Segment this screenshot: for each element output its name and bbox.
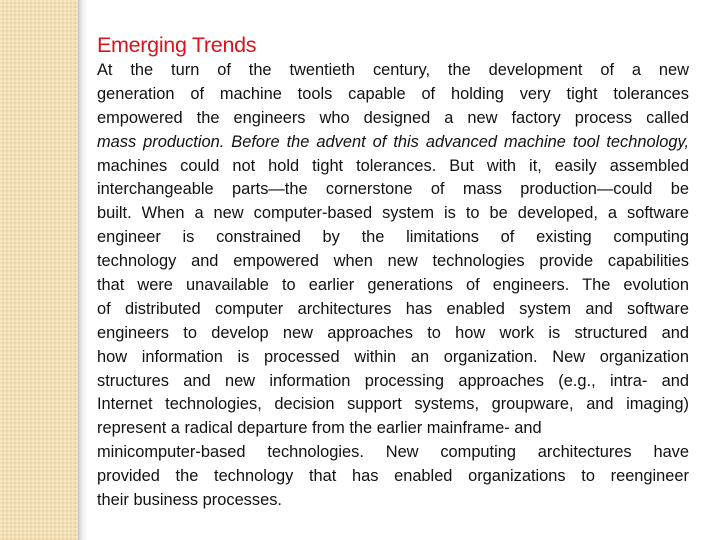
side-strip-shadow <box>78 0 88 540</box>
slide-title: Emerging Trends <box>97 33 257 57</box>
body-line: minicomputer-based technologies. New computing architectures have <box>97 443 689 462</box>
slide-body-paragraph <box>97 59 689 513</box>
body-line: represent a radical departure from the earlier mainframe- and <box>97 419 542 438</box>
body-line: generation of machine tools capable of holding very tight tolerances <box>97 84 689 103</box>
body-line: structures and new information processing approaches (e.g., intra- and <box>97 371 689 390</box>
body-line: built. When a new computer-based system is to be developed, a software <box>97 204 689 223</box>
body-line: empowered the engineers who designed a new factory process called <box>97 108 689 127</box>
body-line: technology and empowered when new technologies provide capabilities <box>97 252 689 271</box>
body-line: that were unavailable to earlier generations of engineers. The evolution <box>97 276 689 295</box>
slide-content <box>97 31 689 513</box>
body-line: Internet technologies, decision support systems, groupware, and imaging) <box>97 395 689 414</box>
body-line: engineers to develop new approaches to how work is structured and <box>97 323 689 342</box>
body-line: how information is processed within an organization. New organization <box>97 347 689 366</box>
body-line: provided the technology that has enabled organizations to reengineer <box>97 467 689 486</box>
body-line: of distributed computer architectures has enabled system and software <box>97 299 689 318</box>
body-line-italic: mass production. Before the advent of this advanced machine tool technology, <box>97 132 689 151</box>
body-line: At the turn of the twentieth century, the development of a new <box>97 61 689 79</box>
decorative-side-strip <box>0 0 78 540</box>
body-line: their business processes. <box>97 491 282 510</box>
body-line: engineer is constrained by the limitations of existing computing <box>97 228 689 247</box>
body-line: interchangeable parts—the cornerstone of mass production—could be <box>97 180 689 199</box>
body-line: machines could not hold tight tolerances. But with it, easily assembled <box>97 156 689 175</box>
